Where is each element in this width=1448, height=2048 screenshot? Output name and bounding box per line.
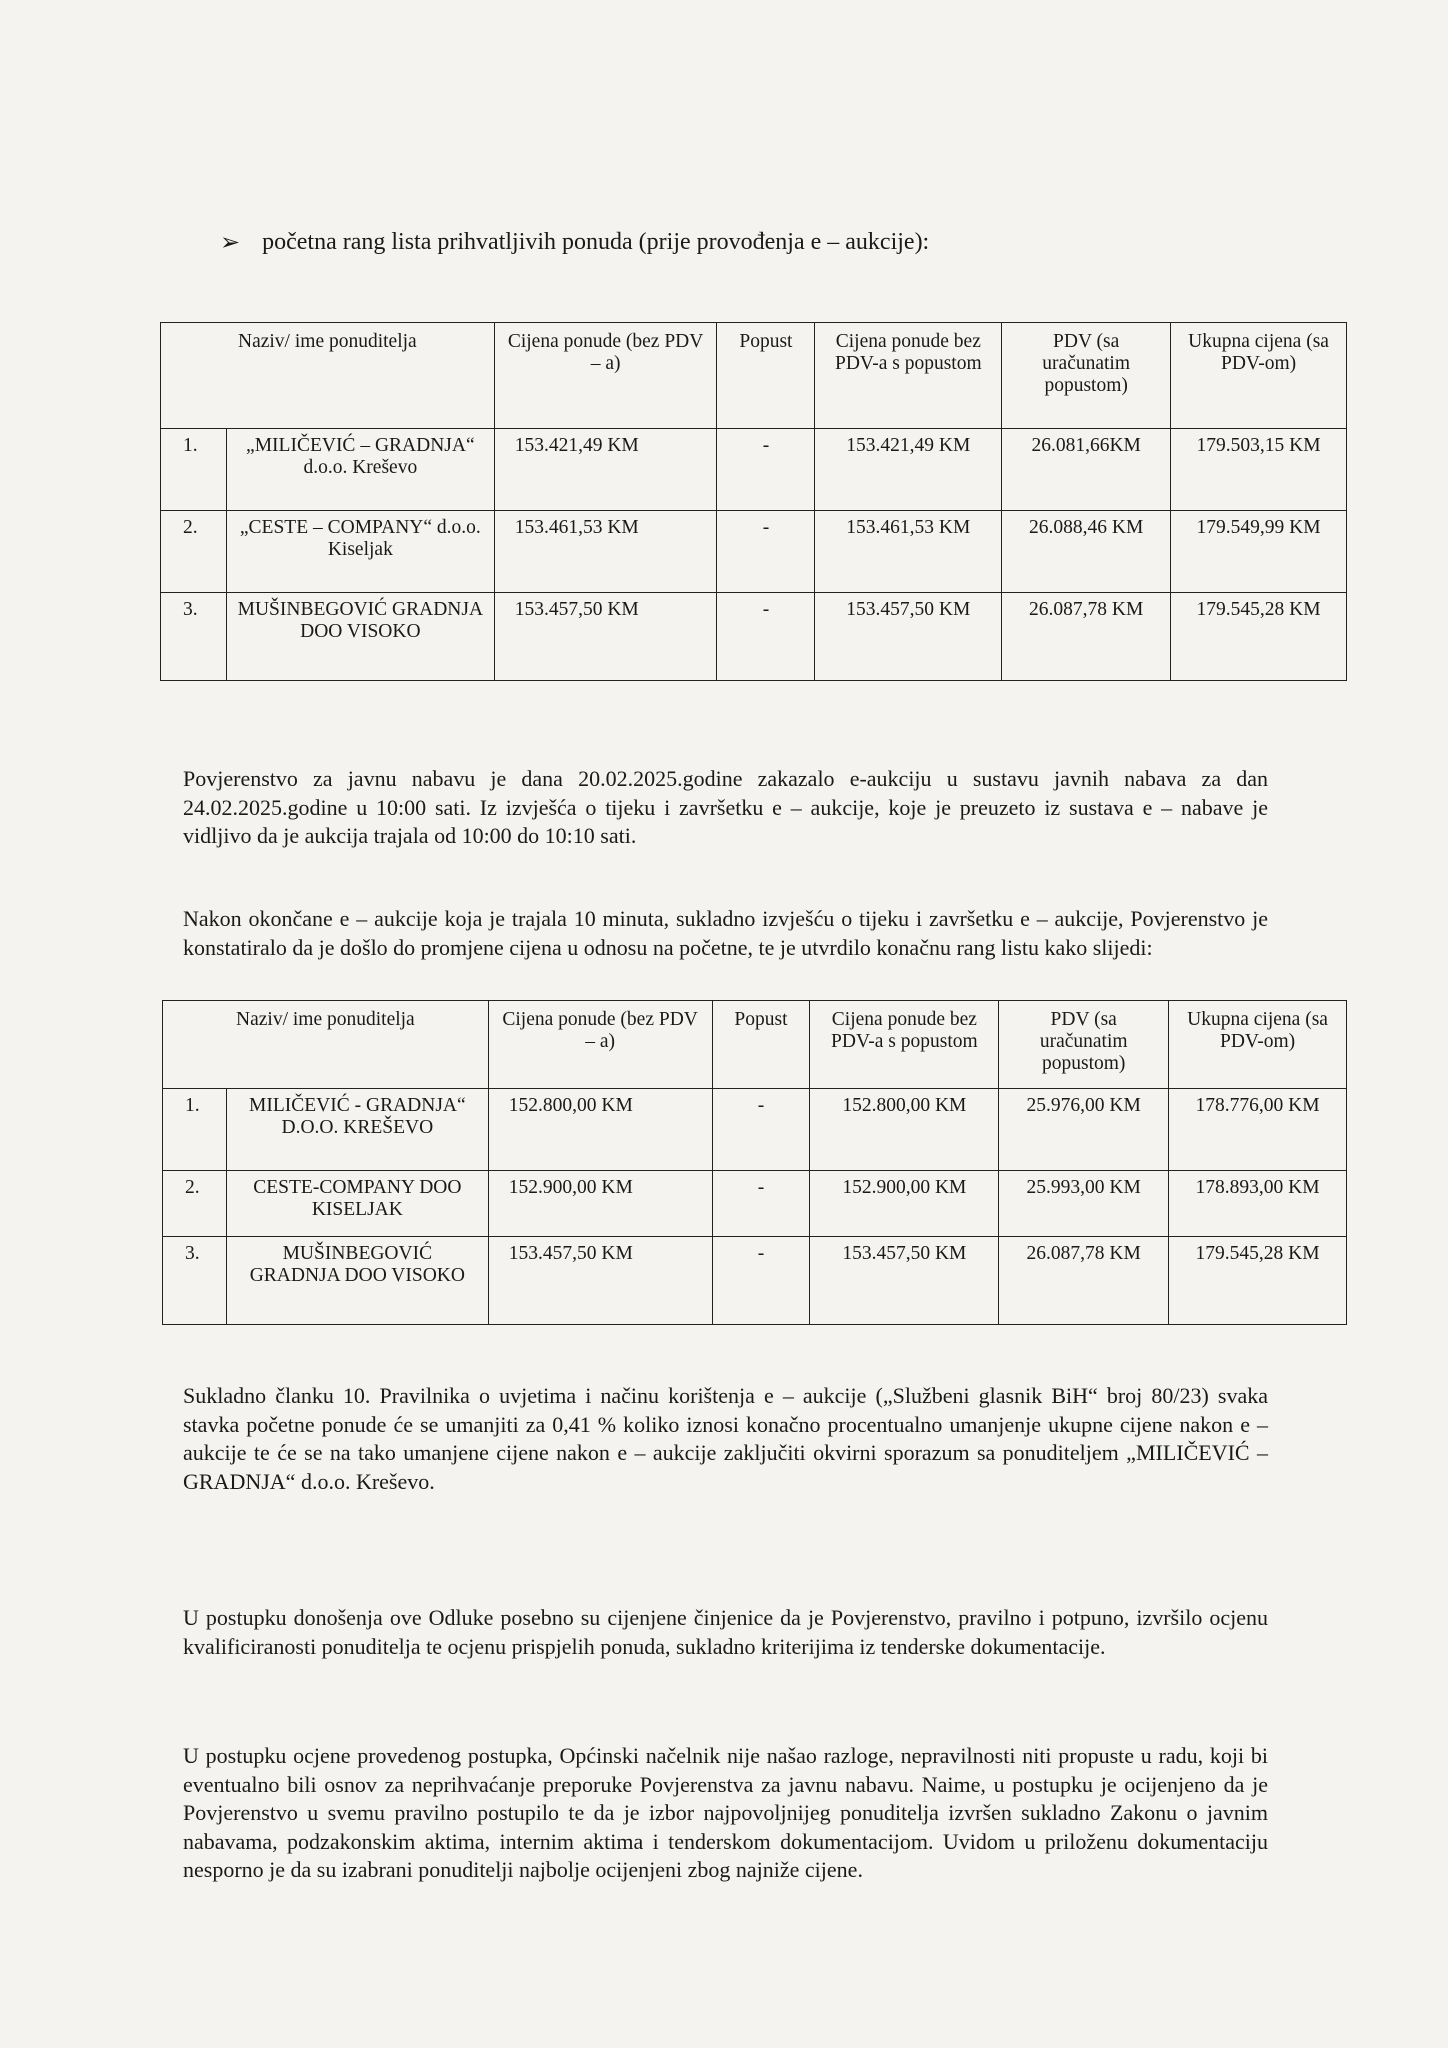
discount-cell: - <box>717 593 815 681</box>
discount-cell: - <box>717 429 815 511</box>
total-cell: 178.776,00 KM <box>1169 1089 1347 1171</box>
price-cell: 152.900,00 KM <box>488 1171 712 1237</box>
column-header-discount: Popust <box>712 1001 810 1089</box>
column-header-discount: Popust <box>717 323 815 429</box>
table-row <box>161 429 1347 511</box>
column-header-price-discounted: Cijena ponude bez PDV-a s popustom <box>810 1001 999 1089</box>
column-header-name: Naziv/ ime ponuditelja <box>161 323 495 429</box>
discount-cell: - <box>712 1089 810 1171</box>
total-cell: 178.893,00 KM <box>1169 1171 1347 1237</box>
rank-cell: 2. <box>163 1171 227 1237</box>
total-cell: 179.549,99 KM <box>1171 511 1347 593</box>
column-header-vat: PDV (sa uračunatim popustom) <box>999 1001 1169 1089</box>
bidder-name-cell: MUŠINBEGOVIĆ GRADNJA DOO VISOKO <box>226 593 494 681</box>
price-cell: 153.457,50 KM <box>494 593 717 681</box>
mayor-review-paragraph: U postupku ocjene provedenog postupka, Općinski načelnik nije našao razloge, nepravilnosti niti propuste u radu, koji bi eventualno bili osnov za neprihvaćanje preporuke Povjerenstva za javnu nabavu. Naime, u postupku je ocijenjeno da je Povjerenstvo u svemu pravilno postupilo te da je izbor najpovoljnijeg ponuditelja izvršen sukladno Zakonu o javnim nabavama, podzakonskim aktima, internim aktima i tenderskom dokumentacijom. Uvidom u priloženu dokumentaciju nesporno je da su izabrani ponuditelji najbolje ocijenjeni zbog najniže cijene. <box>183 1743 1268 1882</box>
column-header-price-discounted: Cijena ponude bez PDV-a s popustom <box>815 323 1002 429</box>
vat-cell: 26.087,78 KM <box>999 1237 1169 1325</box>
rank-cell: 1. <box>163 1089 227 1171</box>
table-header-row <box>161 323 1347 429</box>
price-discounted-cell: 153.457,50 KM <box>810 1237 999 1325</box>
table-row <box>163 1089 1347 1171</box>
discount-cell: - <box>712 1171 810 1237</box>
vat-cell: 25.976,00 KM <box>999 1089 1169 1171</box>
bidder-name-cell: CESTE-COMPANY DOO KISELJAK <box>226 1171 488 1237</box>
table-row <box>161 511 1347 593</box>
rank-cell: 1. <box>161 429 227 511</box>
discount-cell: - <box>717 511 815 593</box>
price-discounted-cell: 153.457,50 KM <box>815 593 1002 681</box>
total-cell: 179.545,28 KM <box>1169 1237 1347 1325</box>
discount-cell: - <box>712 1237 810 1325</box>
auction-schedule-paragraph: Povjerenstvo za javnu nabavu je dana 20.02.2025.godine zakazalo e-aukciju u sustavu javnih nabava za dan 24.02.2025.godine u 10:00 sati. Iz izvješća o tijeku i završetku e – aukcije, koje je preuzeto iz sustava e – nabave je vidljivo da je aukcija trajala od 10:00 do 10:10 sati. <box>183 766 1268 848</box>
vat-cell: 26.081,66KM <box>1002 429 1171 511</box>
rank-cell: 3. <box>161 593 227 681</box>
initial-ranking-heading-text: početna rang lista prihvatljivih ponuda (prije provođenja e – aukcije): <box>262 229 930 255</box>
regulation-paragraph: Sukladno članku 10. Pravilnika o uvjetima i načinu korištenja e – aukcije („Službeni glasnik BiH“ broj 80/23) svaka stavka početne ponude će se umanjiti za 0,41 % koliko iznosi konačno procentualno umanjenje ukupne cijene nakon e – aukcije te će se na tako umanjene cijene nakon e – aukcije zaključiti okvirni sporazum sa ponuditeljem „MILIČEVIĆ – GRADNJA“ d.o.o. Kreševo. <box>183 1383 1268 1494</box>
initial-ranking-heading <box>220 228 929 257</box>
vat-cell: 26.088,46 KM <box>1002 511 1171 593</box>
price-cell: 153.461,53 KM <box>494 511 717 593</box>
evaluation-paragraph: U postupku donošenja ove Odluke posebno su cijenjene činjenice da je Povjerenstvo, pravilno i potpuno, izvršilo ocjenu kvalificiranosti ponuditelja te ocjenu prispjelih ponuda, sukladno kriterijima iz tenderske dokumentacije. <box>183 1605 1268 1659</box>
table-row <box>161 593 1347 681</box>
column-header-total: Ukupna cijena (sa PDV-om) <box>1169 1001 1347 1089</box>
final-ranking-table <box>162 1000 1347 1325</box>
rank-cell: 2. <box>161 511 227 593</box>
price-discounted-cell: 152.800,00 KM <box>810 1089 999 1171</box>
column-header-total: Ukupna cijena (sa PDV-om) <box>1171 323 1347 429</box>
column-header-name: Naziv/ ime ponuditelja <box>163 1001 489 1089</box>
table-header-row <box>163 1001 1347 1089</box>
arrow-bullet-icon: ➢ <box>220 230 241 256</box>
column-header-price: Cijena ponude (bez PDV – a) <box>494 323 717 429</box>
bidder-name-cell: MUŠINBEGOVIĆ GRADNJA DOO VISOKO <box>226 1237 488 1325</box>
total-cell: 179.545,28 KM <box>1171 593 1347 681</box>
bidder-name-cell: MILIČEVIĆ - GRADNJA“ D.O.O. KREŠEVO <box>226 1089 488 1171</box>
price-cell: 153.421,49 KM <box>494 429 717 511</box>
bidder-name-cell: „MILIČEVIĆ – GRADNJA“ d.o.o. Kreševo <box>226 429 494 511</box>
column-header-price: Cijena ponude (bez PDV – a) <box>488 1001 712 1089</box>
rank-cell: 3. <box>163 1237 227 1325</box>
auction-result-paragraph: Nakon okončane e – aukcije koja je trajala 10 minuta, sukladno izvješću o tijeku i završetku e – aukcije, Povjerenstvo je konstatiralo da je došlo do promjene cijena u odnosu na početne, te je utvrdilo konačnu rang listu kako slijedi: <box>183 906 1268 960</box>
total-cell: 179.503,15 KM <box>1171 429 1347 511</box>
price-discounted-cell: 152.900,00 KM <box>810 1171 999 1237</box>
initial-ranking-table <box>160 322 1347 681</box>
vat-cell: 26.087,78 KM <box>1002 593 1171 681</box>
price-discounted-cell: 153.421,49 KM <box>815 429 1002 511</box>
price-cell: 153.457,50 KM <box>488 1237 712 1325</box>
bidder-name-cell: „CESTE – COMPANY“ d.o.o. Kiseljak <box>226 511 494 593</box>
price-discounted-cell: 153.461,53 KM <box>815 511 1002 593</box>
table-row <box>163 1237 1347 1325</box>
column-header-vat: PDV (sa uračunatim popustom) <box>1002 323 1171 429</box>
vat-cell: 25.993,00 KM <box>999 1171 1169 1237</box>
price-cell: 152.800,00 KM <box>488 1089 712 1171</box>
table-row <box>163 1171 1347 1237</box>
